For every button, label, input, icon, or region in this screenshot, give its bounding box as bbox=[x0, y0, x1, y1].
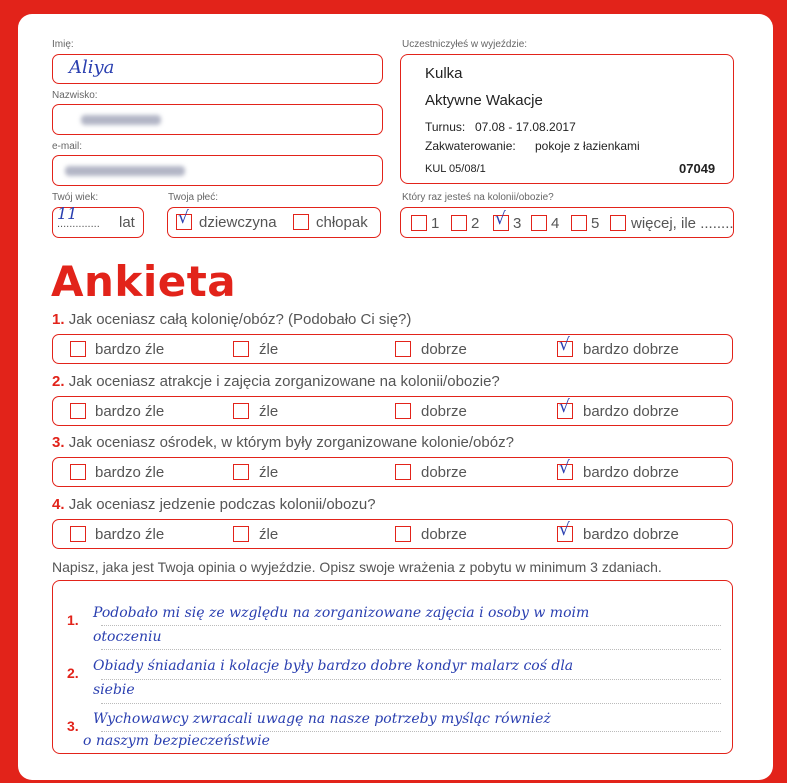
opinion-1-number: 1. bbox=[67, 612, 79, 628]
wiek-label: Twój wiek: bbox=[52, 192, 99, 203]
trip-program: Aktywne Wakacje bbox=[425, 92, 543, 109]
check-mark-icon: √ bbox=[559, 397, 570, 417]
plec-label: Twoja płeć: bbox=[168, 192, 219, 203]
opinion-3-number: 3. bbox=[67, 718, 79, 734]
q2-bardzo-dobrze-label: bardzo dobrze bbox=[583, 403, 679, 420]
nazwisko-field[interactable] bbox=[52, 104, 383, 135]
opinion-rule bbox=[101, 703, 721, 704]
ktory-raz-4-label: 4 bbox=[551, 215, 560, 232]
trip-number: 07049 bbox=[679, 161, 716, 176]
ktory-raz-2-checkbox[interactable] bbox=[451, 215, 467, 231]
imie-value: Aliya bbox=[69, 57, 115, 78]
turnus-label: Turnus: bbox=[425, 120, 466, 134]
question-4-text: Jak oceniasz jedzenie podczas kolonii/obozu? bbox=[68, 496, 376, 513]
plec-chlopak-checkbox[interactable] bbox=[293, 214, 309, 230]
q3-zle-checkbox[interactable] bbox=[233, 464, 249, 480]
email-field[interactable] bbox=[52, 155, 383, 186]
ktory-raz-2-label: 2 bbox=[471, 215, 480, 232]
q1-bardzo-dobrze-checkbox[interactable] bbox=[557, 335, 573, 357]
q3-bardzo-dobrze-label: bardzo dobrze bbox=[583, 464, 679, 481]
ktory-raz-3-label: 3 bbox=[513, 215, 522, 232]
imie-field[interactable] bbox=[52, 54, 383, 84]
q1-bardzo-dobrze-label: bardzo dobrze bbox=[583, 341, 679, 358]
q4-dobrze-label: dobrze bbox=[421, 526, 467, 543]
wiek-value: 11 bbox=[57, 204, 78, 223]
ktory-raz-1-checkbox[interactable] bbox=[411, 215, 427, 231]
question-2-text: Jak oceniasz atrakcje i zajęcia zorganizowane na kolonii/obozie? bbox=[68, 373, 500, 390]
q2-zle-checkbox[interactable] bbox=[233, 403, 249, 419]
question-4 bbox=[52, 496, 376, 513]
question-1-number: 1. bbox=[52, 311, 65, 328]
opinion-2-line-2: siebie bbox=[93, 682, 135, 698]
ktory-raz-5-label: 5 bbox=[591, 215, 600, 232]
opinion-2-number: 2. bbox=[67, 665, 79, 681]
ktory-raz-label: Który raz jesteś na kolonii/obozie? bbox=[402, 192, 554, 203]
q2-bardzo-zle-checkbox[interactable] bbox=[70, 403, 86, 419]
opinion-2-line-1: Obiady śniadania i kolacje były bardzo dobre kondyr malarz coś dla bbox=[93, 658, 574, 674]
question-4-answers bbox=[52, 519, 733, 549]
q1-bardzo-zle-label: bardzo źle bbox=[95, 341, 165, 358]
question-3-number: 3. bbox=[52, 434, 65, 451]
q4-bardzo-zle-checkbox[interactable] bbox=[70, 526, 86, 542]
check-mark-icon: √ bbox=[559, 458, 570, 478]
email-label: e-mail: bbox=[52, 141, 83, 152]
q1-bardzo-zle-checkbox[interactable] bbox=[70, 341, 86, 357]
check-mark-icon: √ bbox=[559, 520, 570, 540]
wiek-unit: lat bbox=[119, 214, 135, 231]
q1-dobrze-label: dobrze bbox=[421, 341, 467, 358]
question-2-number: 2. bbox=[52, 373, 65, 390]
question-2 bbox=[52, 373, 500, 390]
ktory-raz-3-checkbox[interactable] bbox=[493, 209, 509, 231]
question-1 bbox=[52, 311, 411, 328]
trip-company: Kulka bbox=[425, 65, 463, 82]
wiek-field[interactable] bbox=[52, 204, 144, 238]
q2-dobrze-checkbox[interactable] bbox=[395, 403, 411, 419]
opinion-box[interactable] bbox=[52, 580, 733, 754]
zakwaterowanie-label: Zakwaterowanie: bbox=[425, 139, 516, 153]
nazwisko-redacted bbox=[81, 115, 161, 125]
question-2-answers bbox=[52, 396, 733, 426]
q3-dobrze-checkbox[interactable] bbox=[395, 464, 411, 480]
q4-zle-checkbox[interactable] bbox=[233, 526, 249, 542]
opinion-rule bbox=[101, 731, 721, 732]
question-3-text: Jak oceniasz ośrodek, w którym były zorganizowane kolonie/obóz? bbox=[68, 434, 514, 451]
question-1-answers bbox=[52, 334, 733, 364]
zakwaterowanie-value: pokoje z łazienkami bbox=[535, 139, 640, 153]
ktory-raz-4-checkbox[interactable] bbox=[531, 215, 547, 231]
opinion-1-line-2: otoczeniu bbox=[93, 629, 162, 645]
survey-sheet bbox=[18, 14, 773, 780]
q1-dobrze-checkbox[interactable] bbox=[395, 341, 411, 357]
wiek-dots: .............. bbox=[57, 218, 100, 230]
opinion-label: Napisz, jaka jest Twoja opinia o wyjeździe. Opisz swoje wrażenia z pobytu w minimum 3 zdaniach. bbox=[52, 559, 662, 575]
nazwisko-label: Nazwisko: bbox=[52, 90, 98, 101]
email-redacted bbox=[65, 166, 185, 176]
plec-dziewczyna-checkbox[interactable] bbox=[176, 208, 192, 230]
q1-zle-checkbox[interactable] bbox=[233, 341, 249, 357]
q3-dobrze-label: dobrze bbox=[421, 464, 467, 481]
question-4-number: 4. bbox=[52, 496, 65, 513]
q3-zle-label: źle bbox=[259, 464, 279, 481]
survey-title: Ankieta bbox=[51, 257, 237, 306]
q3-bardzo-zle-checkbox[interactable] bbox=[70, 464, 86, 480]
ktory-raz-5-checkbox[interactable] bbox=[571, 215, 587, 231]
ktory-raz-more-label: więcej, ile ........ bbox=[631, 215, 734, 232]
uczestnik-label: Uczestniczyłeś w wyjeździe: bbox=[402, 39, 528, 50]
q4-bardzo-dobrze-checkbox[interactable] bbox=[557, 520, 573, 542]
q2-bardzo-zle-label: bardzo źle bbox=[95, 403, 165, 420]
trip-info-box bbox=[400, 54, 734, 184]
q4-bardzo-dobrze-label: bardzo dobrze bbox=[583, 526, 679, 543]
check-mark-icon: √ bbox=[559, 335, 570, 355]
check-mark-icon: √ bbox=[178, 208, 189, 228]
trip-code: KUL 05/08/1 bbox=[425, 163, 486, 175]
q2-dobrze-label: dobrze bbox=[421, 403, 467, 420]
check-mark-icon: √ bbox=[495, 209, 506, 229]
opinion-rule bbox=[101, 679, 721, 680]
q2-bardzo-dobrze-checkbox[interactable] bbox=[557, 397, 573, 419]
plec-dziewczyna-label: dziewczyna bbox=[199, 214, 277, 231]
q3-bardzo-dobrze-checkbox[interactable] bbox=[557, 458, 573, 480]
turnus-value: 07.08 - 17.08.2017 bbox=[475, 120, 576, 134]
ktory-raz-1-label: 1 bbox=[431, 215, 440, 232]
opinion-3-line-2: o naszym bezpieczeństwie bbox=[83, 733, 270, 749]
question-1-text: Jak oceniasz całą kolonię/obóz? (Podobało Ci się?) bbox=[68, 311, 412, 328]
question-3-answers bbox=[52, 457, 733, 487]
q2-zle-label: źle bbox=[259, 403, 279, 420]
opinion-rule bbox=[101, 649, 721, 650]
opinion-rule bbox=[101, 625, 721, 626]
question-3 bbox=[52, 434, 514, 451]
opinion-1-line-1: Podobało mi się ze względu na zorganizowane zajęcia i osoby w moim bbox=[93, 605, 590, 621]
q4-dobrze-checkbox[interactable] bbox=[395, 526, 411, 542]
ktory-raz-group bbox=[400, 207, 734, 238]
plec-group bbox=[167, 207, 381, 238]
ktory-raz-more-checkbox[interactable] bbox=[610, 215, 626, 231]
q1-zle-label: źle bbox=[259, 341, 279, 358]
q4-bardzo-zle-label: bardzo źle bbox=[95, 526, 165, 543]
q3-bardzo-zle-label: bardzo źle bbox=[95, 464, 165, 481]
opinion-3-line-1: Wychowawcy zwracali uwagę na nasze potrzeby myśląc również bbox=[93, 711, 551, 727]
q4-zle-label: źle bbox=[259, 526, 279, 543]
plec-chlopak-label: chłopak bbox=[316, 214, 368, 231]
imie-label: Imię: bbox=[52, 39, 74, 50]
